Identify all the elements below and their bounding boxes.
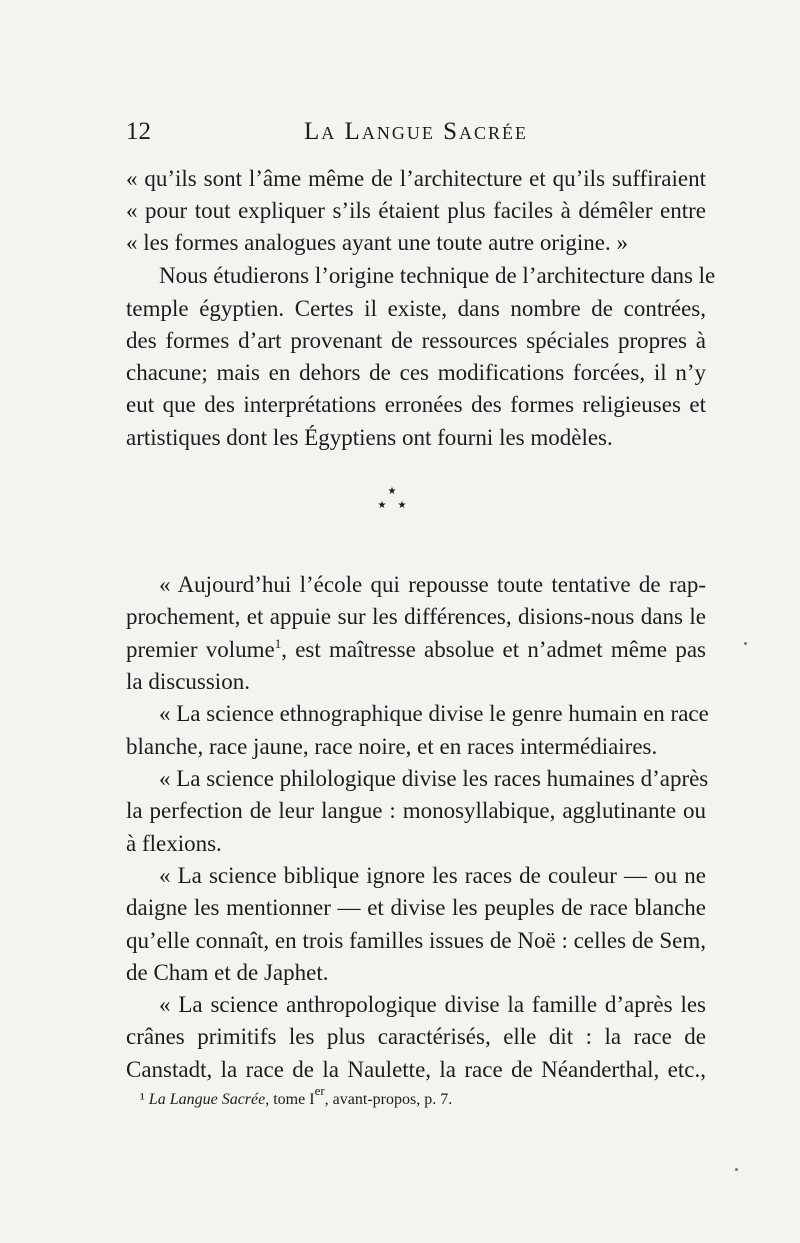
text-line: prochement, et appuie sur les différences, disions-nous dans le bbox=[126, 604, 706, 629]
star-icon: ★ bbox=[387, 486, 397, 497]
footnote-reference[interactable]: 1 bbox=[274, 636, 282, 651]
text-line: « La science anthropologique divise la famille d’après les bbox=[159, 992, 706, 1017]
footnote-marker: ¹ bbox=[140, 1091, 145, 1108]
text-line: artistiques dont les Égyptiens ont fourni les modèles. bbox=[126, 425, 613, 450]
text-line: chacune; mais en dehors de ces modifications forcées, il n’y bbox=[126, 360, 706, 385]
star-icon: ★ bbox=[377, 500, 387, 511]
text-line: Nous étudierons l’origine technique de l’architecture dans le bbox=[159, 263, 716, 288]
page-header bbox=[126, 117, 706, 147]
text-line: Canstadt, la race de la Naulette, la race de Néanderthal, etc., bbox=[126, 1057, 706, 1082]
star-icon: ★ bbox=[397, 500, 407, 511]
text-line: à flexions. bbox=[126, 831, 222, 856]
text-fragment: premier volume bbox=[126, 637, 275, 662]
text-line: crânes primitifs les plus caractérisés, elle dit : la race de bbox=[126, 1024, 706, 1049]
text-line: « La science philologique divise les races humaines d’après bbox=[159, 766, 709, 791]
text-fragment: , est maîtresse absolue et n’admet même pas bbox=[281, 637, 706, 662]
text-line: qu’elle connaît, en trois familles issues de Noë : celles de Sem, bbox=[126, 928, 706, 953]
footnote bbox=[140, 1083, 700, 1112]
text-line bbox=[126, 634, 706, 666]
text-line: de Cham et de Japhet. bbox=[126, 960, 329, 985]
text-line: « La science ethnographique divise le genre humain en race bbox=[159, 701, 709, 726]
footnote-text: tome I bbox=[269, 1091, 315, 1108]
text-line: la discussion. bbox=[126, 669, 250, 694]
paper-speck bbox=[744, 642, 747, 645]
section-break-asterism bbox=[374, 487, 410, 513]
text-line: des formes d’art provenant de ressources spéciales propres à bbox=[126, 328, 706, 353]
text-line: « les formes analogues ayant une toute autre origine. » bbox=[126, 230, 629, 255]
page-number: 12 bbox=[126, 118, 151, 145]
text-line: daigne les mentionner — et divise les peuples de race blanche bbox=[126, 895, 706, 920]
text-line: eut que des interprétations erronées des formes religieuses et bbox=[126, 392, 706, 417]
footnote-superscript: er bbox=[314, 1083, 325, 1098]
text-line: « La science biblique ignore les races de couleur — ou ne bbox=[159, 863, 706, 888]
footnote-text: , avant-propos, p. 7. bbox=[324, 1091, 453, 1108]
text-line: la perfection de leur langue : monosyllabique, agglutinante ou bbox=[126, 798, 706, 823]
footnote-source-title: La Langue Sacrée, bbox=[148, 1091, 270, 1108]
running-title: La Langue Sacrée bbox=[304, 118, 528, 145]
text-line: « Aujourd’hui l’école qui repousse toute tentative de rap- bbox=[159, 572, 706, 597]
text-line: « pour tout expliquer s’ils étaient plus faciles à démêler entre bbox=[126, 198, 706, 223]
paper-speck bbox=[735, 1168, 738, 1171]
text-line: temple égyptien. Certes il existe, dans nombre de contrées, bbox=[126, 296, 706, 321]
text-line: « qu’ils sont l’âme même de l’architecture et qu’ils suffiraient bbox=[126, 166, 706, 191]
text-line: blanche, race jaune, race noire, et en races intermédiaires. bbox=[126, 734, 658, 759]
